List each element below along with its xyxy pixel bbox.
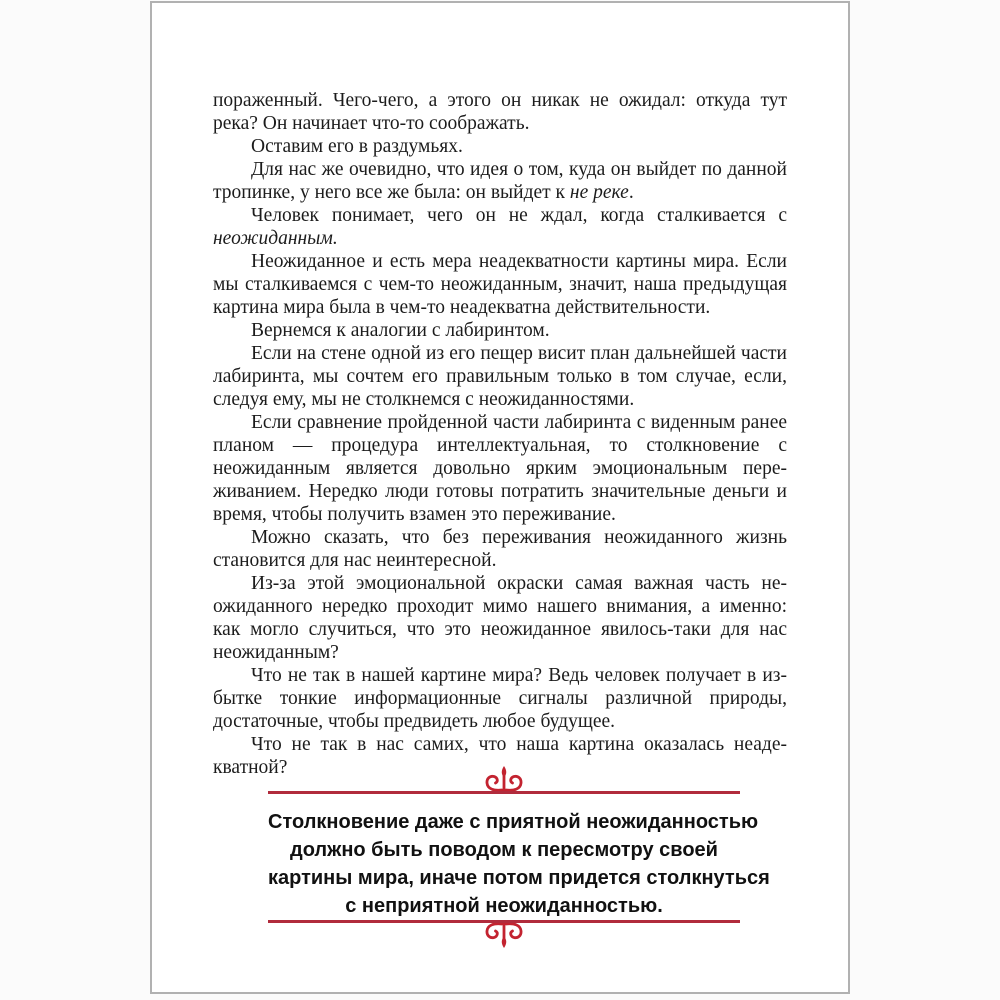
quote-line: картины мира, иначе потом придется столкнуться [268, 867, 770, 889]
body-text [213, 89, 787, 779]
quote-line: Столкновение даже с приятной неожиданностью [268, 811, 759, 833]
fleuron-ornament-icon [482, 765, 526, 791]
paragraph [213, 411, 787, 526]
text-run: Что не так в нас самих, что наша картина оказалась неадекватной? [213, 734, 787, 778]
book-page [150, 1, 850, 994]
paragraph [213, 204, 787, 250]
paragraph [213, 89, 787, 135]
paragraph [213, 135, 787, 158]
text-run: Неожиданное и есть мера неадекватности картины мира. Если мы сталкиваемся с чем-то неожиданным, значит, наша предыдущая картина мира была в чем-то неадекватна действительности. [213, 251, 787, 318]
quote-line: с неприятной неожиданностью. [345, 895, 663, 917]
quote-line: должно быть поводом к пересмотру своей [290, 839, 718, 861]
text-run: Если на стене одной из его пещер висит план дальнейшей части лабиринта, мы сочтем его правильным только в том случае, если, следуя ему, мы не столкнемся с неожиданностями. [213, 343, 787, 410]
divider-rule-top [268, 791, 740, 794]
paragraph [213, 664, 787, 733]
paragraph [213, 572, 787, 664]
pull-quote-block [268, 765, 770, 949]
paragraph [213, 526, 787, 572]
quote-text [268, 808, 770, 920]
text-run: . [628, 182, 634, 203]
text-run: Оставим его в раздумьях. [251, 136, 463, 157]
paragraph [213, 342, 787, 411]
text-run: Из-за этой эмоциональной окраски самая важная часть неожиданного нередко проходит мимо нашего внимания, а именно: как могло случиться, что это неожиданное явилось-таки для нас неожиданным? [213, 573, 787, 663]
italic-text-run: не реке [569, 182, 629, 203]
italic-text-run: неожиданным. [213, 228, 338, 249]
fleuron-ornament-flipped-icon [482, 923, 526, 949]
paragraph [213, 250, 787, 319]
text-run: Если сравнение пройденной части лабиринта с виденным ранее планом — процедура интеллектуальная, то столкновение с неожиданным является довольно ярким эмоциональным переживанием. Нередко люди готовы потратить значительные деньги и время, чтобы получить взамен это переживание. [213, 412, 787, 525]
text-run: пораженный. Чего-чего, а этого он никак не ожидал: откуда тут река? Он начинает что-то соображать. [213, 90, 787, 134]
text-run: Что не так в нашей картине мира? Ведь человек получает в избытке тонкие информационные сигналы различной природы, достаточные, чтобы предвидеть любое будущее. [213, 665, 787, 732]
paragraph [213, 158, 787, 204]
paragraph [213, 319, 787, 342]
text-run: Вернемся к аналогии с лабиринтом. [251, 320, 550, 341]
text-run: Можно сказать, что без переживания неожиданного жизнь становится для нас неинтересной. [213, 527, 787, 571]
text-run: Для нас же очевидно, что идея о том, куда он выйдет по данной тропинке, у него все же была: он выйдет к [213, 159, 787, 203]
text-run: Человек понимает, чего он не ждал, когда сталкивается с [251, 205, 787, 226]
